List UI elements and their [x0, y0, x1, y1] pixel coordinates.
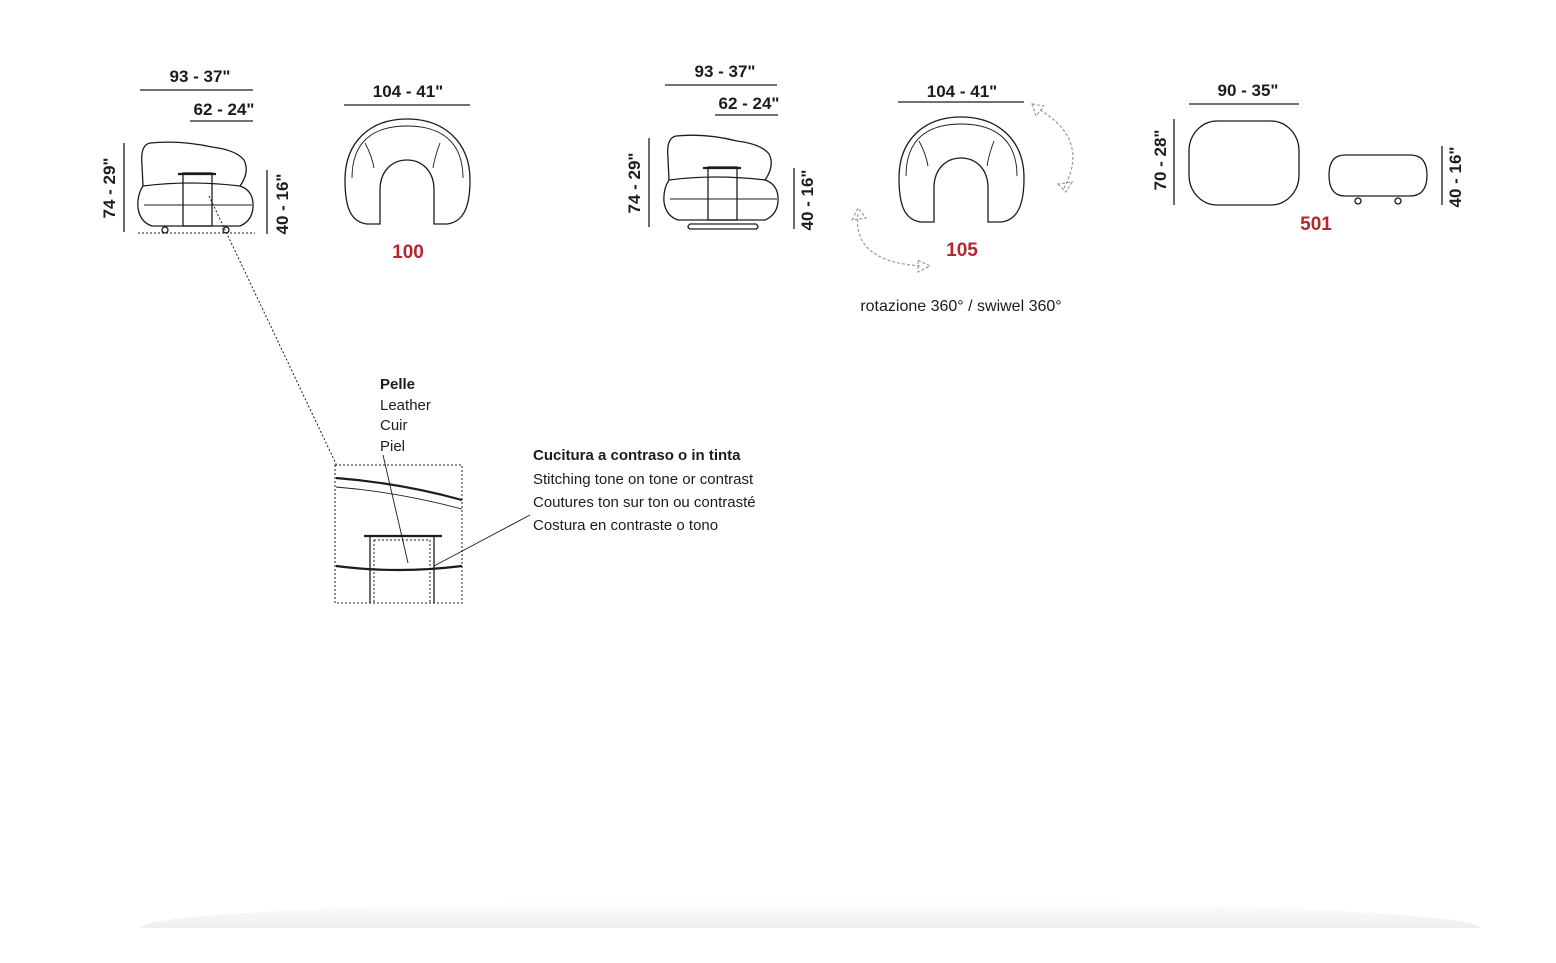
model-100-seat-height-label: 40 - 16" — [273, 173, 292, 235]
callout-leader-line — [209, 196, 337, 466]
stitching-label-fr: Coutures ton sur ton ou contrasté — [533, 494, 756, 511]
fold-line — [987, 141, 994, 166]
backrest-shape — [142, 142, 247, 186]
leather-strap — [708, 167, 737, 220]
model-100-top-view — [344, 82, 470, 263]
material-label-es: Piel — [380, 438, 406, 455]
model-501-width-label: 90 - 35" — [1217, 81, 1279, 100]
model-100-seat-depth-label: 62 - 24" — [193, 100, 255, 119]
foot-right — [223, 227, 229, 233]
arrowhead-icon — [852, 208, 866, 220]
foot-left — [162, 227, 168, 233]
model-501-code: 501 — [1300, 214, 1332, 235]
armchair-outline — [345, 119, 470, 224]
model-105-seat-height-label: 40 - 16" — [798, 169, 817, 231]
model-105-top-view — [852, 82, 1073, 315]
ottoman-top-view — [1189, 121, 1299, 205]
foot-right — [1395, 198, 1401, 204]
swivel-note: rotazione 360° / swiwel 360° — [860, 298, 1062, 315]
armchair-outline — [899, 117, 1024, 222]
model-501-views — [1151, 81, 1465, 235]
material-pointer-line — [383, 455, 408, 563]
fold-line — [433, 143, 440, 168]
seat-edge-line — [336, 566, 462, 570]
stitching-pointer-line — [434, 515, 530, 566]
fold-line — [919, 141, 928, 166]
model-105-seat-depth-label: 62 - 24" — [718, 94, 780, 113]
model-105-depth-label: 93 - 37" — [694, 62, 756, 81]
model-501-height-label: 40 - 16" — [1446, 146, 1465, 208]
arrowhead-icon — [1032, 104, 1044, 116]
model-100-width-label: 104 - 41" — [372, 82, 444, 101]
fold-line — [365, 143, 374, 168]
backrest-stitch-line — [336, 487, 462, 509]
material-label-it: Pelle — [380, 376, 416, 393]
rotation-arrow-icon — [1040, 110, 1073, 188]
leather-strap — [183, 173, 212, 226]
model-100-height-label: 74 - 29" — [100, 157, 119, 219]
model-100-code: 100 — [392, 242, 424, 263]
model-100-depth-label: 93 - 37" — [169, 67, 231, 86]
material-label-en: Leather — [380, 397, 431, 414]
foot-left — [1355, 198, 1361, 204]
stitching-detail — [209, 196, 756, 603]
ottoman-side-view — [1329, 155, 1427, 196]
stitching-label-es: Costura en contraste o tono — [533, 517, 719, 534]
backrest-inner-line — [906, 124, 1017, 176]
swivel-base — [688, 224, 758, 229]
model-105-height-label: 74 - 29" — [625, 152, 644, 214]
model-501-depth-label: 70 - 28" — [1151, 129, 1170, 191]
model-100-side-view — [100, 67, 292, 235]
rotation-arrow-icon — [858, 214, 922, 266]
backrest-shape — [668, 135, 772, 180]
seat-cushion-shape — [664, 180, 778, 220]
stitching-label-en: Stitching tone on tone or contrast — [533, 471, 754, 488]
seat-cushion-shape — [138, 186, 253, 226]
model-105-side-view — [625, 62, 817, 231]
material-label-fr: Cuir — [380, 417, 408, 434]
model-105-width-label: 104 - 41" — [926, 82, 998, 101]
stitching-label-it: Cucitura a contraso o in tinta — [533, 447, 741, 464]
model-105-code: 105 — [946, 240, 978, 261]
backrest-inner-line — [352, 126, 463, 178]
